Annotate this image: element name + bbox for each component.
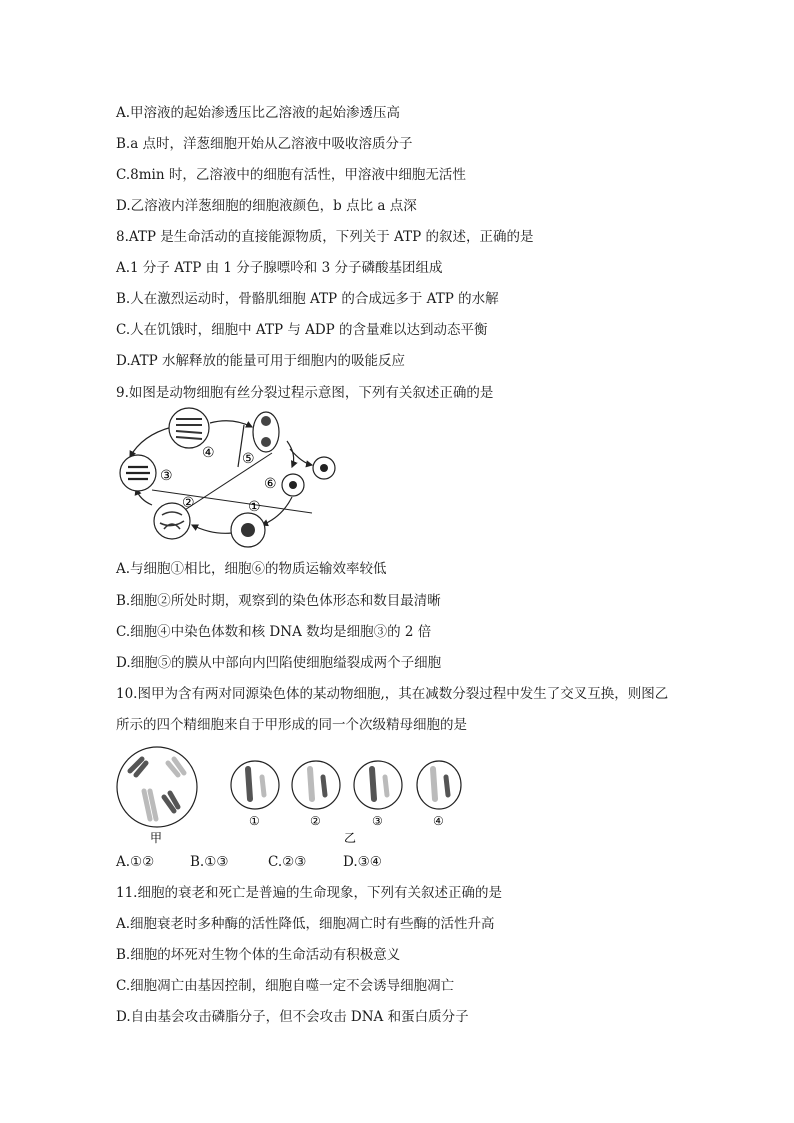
fig10-label-jia: 甲 [150, 831, 163, 845]
sperm-cell-1 [231, 761, 279, 809]
fig9-label-2: ② [182, 495, 195, 511]
q9-option-b: B.细胞②所处时期，观察到的染色体形态和数目最清晰 [116, 593, 441, 609]
q8-option-c: C.人在饥饿时，细胞中 ATP 与 ADP 的含量难以达到动态平衡 [116, 322, 488, 338]
fig9-label-3: ③ [160, 468, 173, 484]
q10-option-b: B.①③ [190, 854, 229, 870]
q7-option-c: C.8min 时，乙溶液中的细胞有活性，甲溶液中细胞无活性 [116, 167, 466, 183]
q10-stem-line1: 10.图甲为含有两对同源染色体的某动物细胞,，其在减数分裂过程中发生了交叉互换，则图乙 [116, 686, 669, 702]
q11-option-c: C.细胞凋亡由基因控制，细胞自噬一定不会诱导细胞凋亡 [116, 978, 455, 994]
fig9-label-4: ④ [202, 445, 215, 461]
q7-option-d: D.乙溶液内洋葱细胞的细胞液颜色，b 点比 a 点深 [116, 198, 417, 214]
fig10-label-2: ② [310, 814, 321, 828]
q10-stem-line2: 所示的四个精细胞来自于甲形成的同一个次级精母细胞的是 [116, 717, 467, 733]
q10-option-a: A.①② [116, 854, 155, 870]
q8-option-a: A.1 分子 ATP 由 1 分子腺嘌呤和 3 分子磷酸基团组成 [116, 260, 443, 276]
sperm-cell-3 [354, 761, 402, 809]
q7-option-a: A.甲溶液的起始渗透压比乙溶液的起始渗透压高 [116, 105, 401, 121]
q7-option-b: B.a 点时，洋葱细胞开始从乙溶液中吸收溶质分子 [116, 136, 413, 152]
q11-option-b: B.细胞的坏死对生物个体的生命活动有积极意义 [116, 947, 401, 963]
fig10-label-1: ① [249, 814, 260, 828]
sperm-cell-2 [292, 761, 340, 809]
q9-stem: 9.如图是动物细胞有丝分裂过程示意图，下列有关叙述正确的是 [116, 385, 494, 401]
fig9-label-1: ① [248, 499, 261, 515]
q11-stem: 11.细胞的衰老和死亡是普遍的生命现象，下列有关叙述正确的是 [116, 885, 502, 901]
fig10-label-yi: 乙 [344, 831, 357, 845]
q11-option-a: A.细胞衰老时多种酶的活性降低，细胞凋亡时有些酶的活性升高 [116, 916, 495, 932]
sperm-cell-4 [417, 761, 461, 809]
fig9-label-6: ⑥ [264, 476, 277, 492]
q10-option-c: C.②③ [268, 854, 307, 870]
q8-option-b: B.人在激烈运动时，骨骼肌细胞 ATP 的合成远多于 ATP 的水解 [116, 291, 499, 307]
fig10-label-3: ③ [372, 814, 383, 828]
mitosis-cycle-figure [112, 405, 347, 555]
q8-option-d: D.ATP 水解释放的能量可用于细胞内的吸能反应 [116, 353, 406, 369]
q9-option-c: C.细胞④中染色体数和核 DNA 数均是细胞③的 2 倍 [116, 624, 432, 640]
q9-option-a: A.与细胞①相比，细胞⑥的物质运输效率较低 [116, 561, 387, 577]
fig10-label-4: ④ [433, 814, 444, 828]
q10-options [116, 853, 382, 871]
q8-stem: 8.ATP 是生命活动的直接能源物质，下列关于 ATP 的叙述，正确的是 [116, 229, 534, 245]
q11-option-d: D.自由基会攻击磷脂分子，但不会攻击 DNA 和蛋白质分子 [116, 1009, 469, 1025]
q10-option-d: D.③④ [343, 854, 382, 870]
meiosis-figure [112, 745, 462, 850]
fig9-label-5: ⑤ [242, 451, 255, 467]
q9-option-d: D.细胞⑤的膜从中部向内凹陷使细胞缢裂成两个子细胞 [116, 655, 442, 671]
